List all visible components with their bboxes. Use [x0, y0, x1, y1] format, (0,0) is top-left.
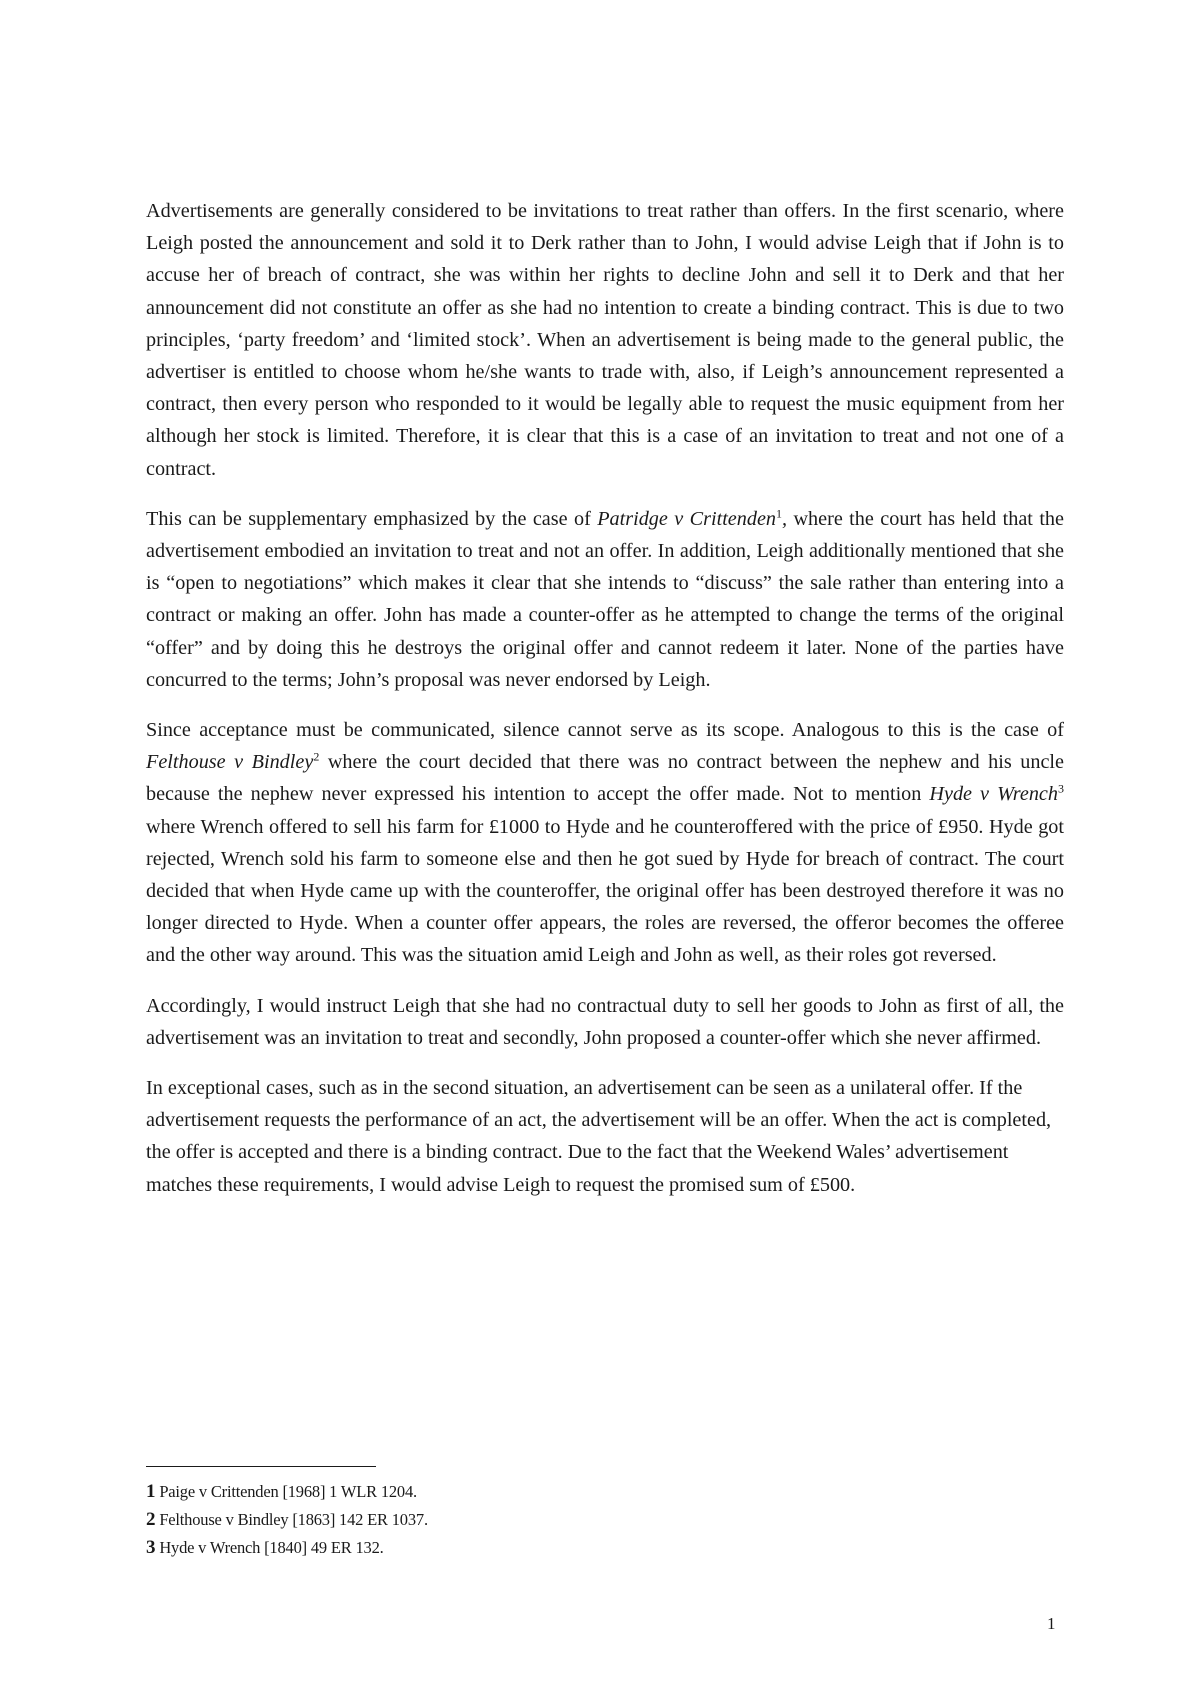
footnote-1 — [146, 1478, 846, 1506]
footnote-2 — [146, 1506, 846, 1534]
page-number: 1 — [1047, 1614, 1056, 1633]
footnote-number: 2 — [146, 1509, 156, 1530]
body-text — [146, 195, 1064, 1219]
paragraph-3 — [146, 714, 1064, 972]
paragraph-2 — [146, 503, 1064, 696]
paragraph-2-text-b: where the court has held that the advertisement embodied an invitation to treat and not an offer. In addition, Leigh additionally mentioned that she is “open to negotiations” which makes it clear that she intends to “discuss” the sale rather than entering into a contract or making an offer. John has made a counter-offer as he attempted to change the terms of the original “offer” and by doing this he destroys the original offer and cannot redeem it later. None of the parties have concurred to the terms; John’s proposal was never endorsed by Leigh. — [146, 507, 1064, 691]
footnote-number: 1 — [146, 1481, 156, 1502]
paragraph-2-text-a: This can be supplementary emphasized by the case of — [146, 507, 598, 530]
paragraph-3-text-b: where the court decided that there was no contract between the nephew and his uncle because the nephew never expressed his intention to accept the offer made. Not to mention — [146, 751, 1064, 806]
paragraph-5: In exceptional cases, such as in the second situation, an advertisement can be seen as a unilateral offer. If the advertisement requests the performance of an act, the advertisement will be an offer. When the act is completed, the offer is accepted and there is a binding contract. Due to the fact that the Weekend Wales’ advertisement matches these requirements, I would advise Leigh to request the promised sum of £500. — [146, 1077, 1052, 1196]
paragraph-3-text-c: where Wrench offered to sell his farm for £1000 to Hyde and he counteroffered with the price of £950. Hyde got rejected, Wrench sold his farm to someone else and then he got sued by Hyde for breach of contract. The court decided that when Hyde came up with the counteroffer, the original offer has been destroyed therefore it was no longer directed to Hyde. When a counter offer appears, the roles are reversed, the offeror becomes the offeree and the other way around. This was the situation amid Leigh and John as well, as their roles got reversed. — [146, 815, 1064, 967]
footnote-ref-1: 1 — [776, 506, 782, 521]
paragraph-1: Advertisements are generally considered to be invitations to treat rather than offers. In the first scenario, where Leigh posted the announcement and sold it to Derk rather than to John, I would advise Leigh that if John is to accuse her of breach of contract, she was within her rights to decline John and sell it to Derk and that her announcement did not constitute an offer as she had no intention to create a binding contract. This is due to two principles, ‘party freedom’ and ‘limited stock’. When an advertisement is being made to the general public, the advertiser is entitled to choose whom he/she wants to trade with, also, if Leigh’s announcement represented a contract, then every person who responded to it would be legally able to request the music equipment from her although her stock is limited. Therefore, it is clear that this is a case of an invitation to treat and not one of a contract. — [146, 200, 1064, 480]
footnote-text: Felthouse v Bindley [1863] 142 ER 1037. — [159, 1510, 428, 1529]
footnote-ref-3: 3 — [1057, 781, 1064, 796]
footnotes — [146, 1478, 846, 1562]
footnote-ref-2: 2 — [313, 749, 320, 764]
paragraph-3-text-a: Since acceptance must be communicated, silence cannot serve as its scope. Analogous to this is the case of — [146, 719, 1064, 742]
case-citation-felthouse: Felthouse v Bindley — [146, 751, 314, 774]
footnote-3 — [146, 1534, 846, 1562]
footnote-number: 3 — [146, 1537, 156, 1558]
footnote-text: Paige v Crittenden [1968] 1 WLR 1204. — [159, 1482, 417, 1501]
case-citation-patridge: Patridge v Crittenden — [597, 507, 776, 530]
case-citation-hyde: Hyde v Wrench — [929, 783, 1058, 806]
citation-comma: , — [782, 507, 788, 530]
footnote-separator — [146, 1466, 376, 1467]
footnote-text: Hyde v Wrench [1840] 49 ER 132. — [159, 1538, 384, 1557]
paragraph-4: Accordingly, I would instruct Leigh that she had no contractual duty to sell her goods to John as first of all, the advertisement was an invitation to treat and secondly, John proposed a counter-offer which she never affirmed. — [146, 994, 1064, 1049]
